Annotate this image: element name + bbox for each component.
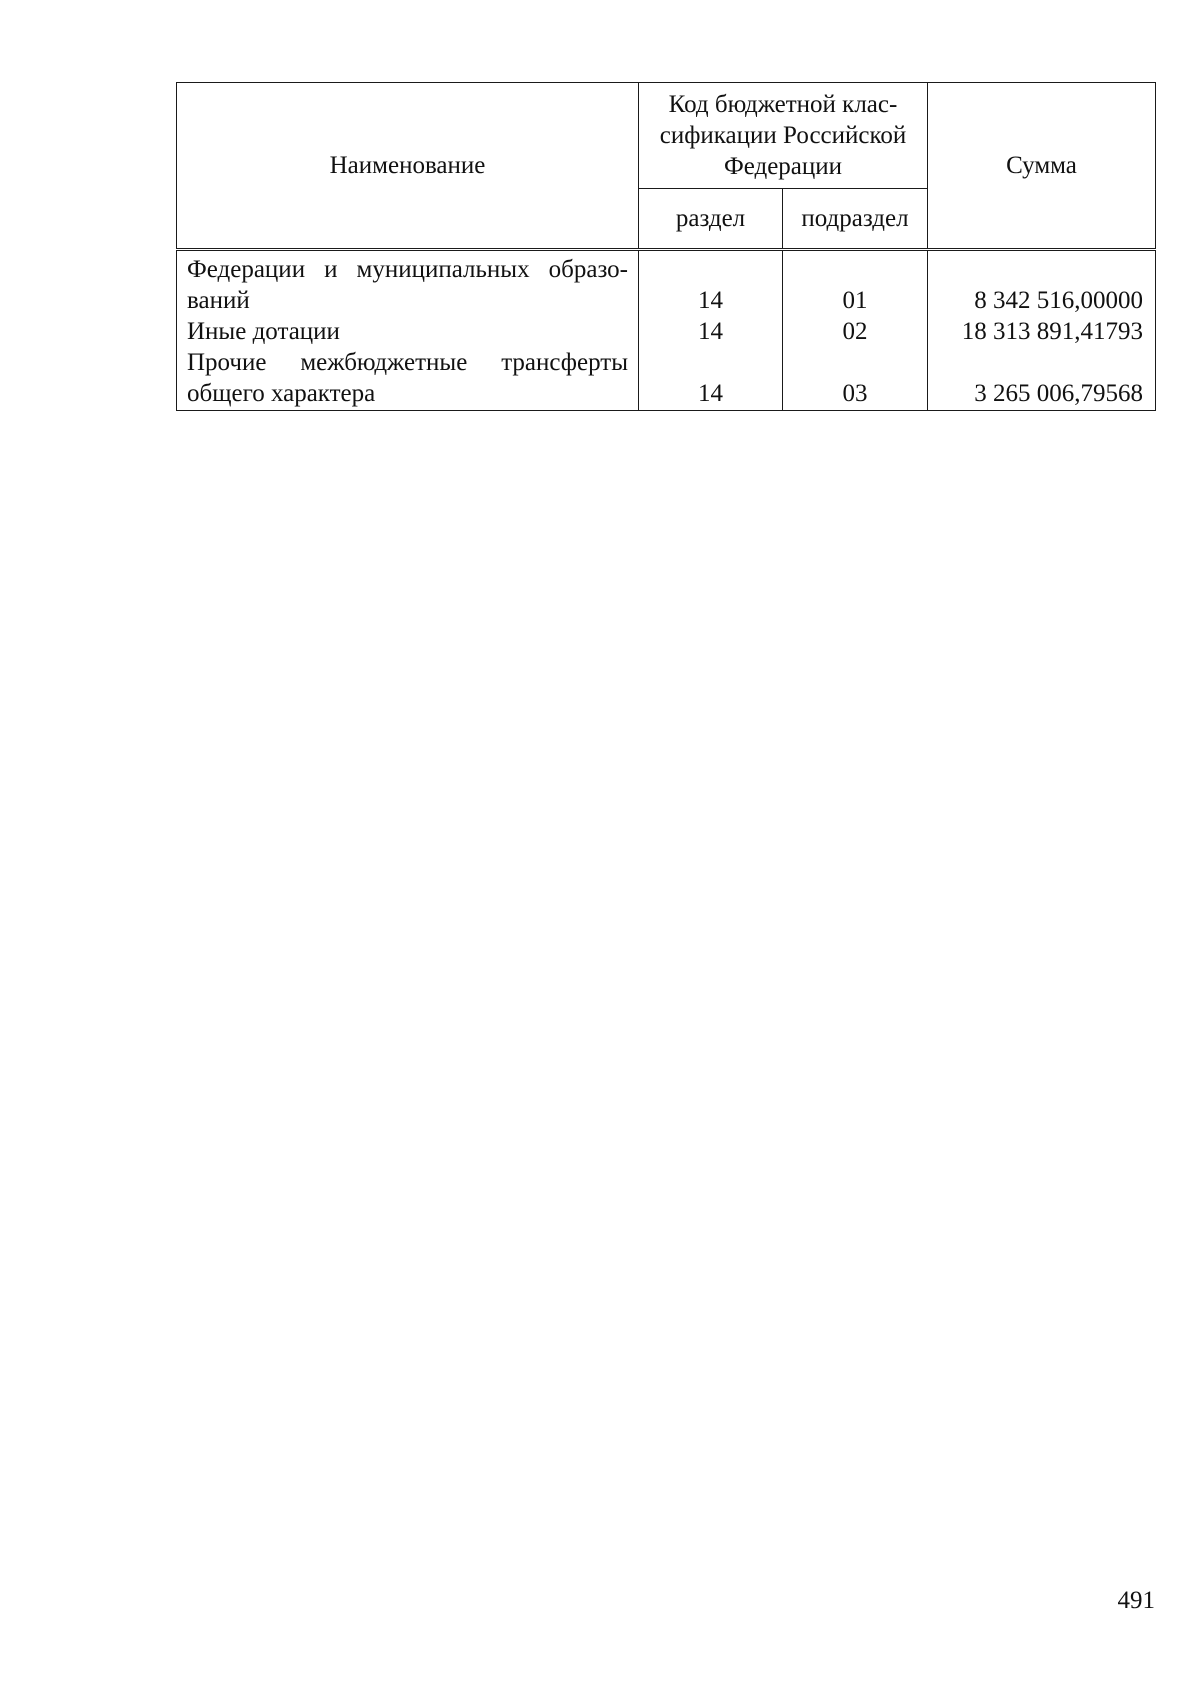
header-subsection: подраздел xyxy=(783,189,928,250)
row-section: 14 xyxy=(639,316,783,347)
row-subsection: 01 xyxy=(783,250,928,317)
table-row xyxy=(177,250,1156,317)
row-subsection: 03 xyxy=(783,347,928,411)
budget-table xyxy=(176,82,1156,411)
header-code-group: Код бюджетной клас-сификации Российской Федерации xyxy=(639,83,928,189)
row-section: 14 xyxy=(639,250,783,317)
header-sum: Сумма xyxy=(928,83,1156,250)
table-header xyxy=(177,83,1156,250)
table-row xyxy=(177,347,1156,411)
row-name: Федерации и муниципальных образо-ваний xyxy=(177,250,639,317)
table-body xyxy=(177,250,1156,411)
row-sum: 3 265 006,79568 xyxy=(928,347,1156,411)
row-section: 14 xyxy=(639,347,783,411)
row-subsection: 02 xyxy=(783,316,928,347)
row-name: Иные дотации xyxy=(177,316,639,347)
header-name: Наименование xyxy=(177,83,639,250)
row-sum: 8 342 516,00000 xyxy=(928,250,1156,317)
header-section: раздел xyxy=(639,189,783,250)
row-sum: 18 313 891,41793 xyxy=(928,316,1156,347)
page-number: 491 xyxy=(1117,1587,1155,1614)
table-row xyxy=(177,316,1156,347)
row-name: Прочие межбюджетные трансферты общего характера xyxy=(177,347,639,411)
